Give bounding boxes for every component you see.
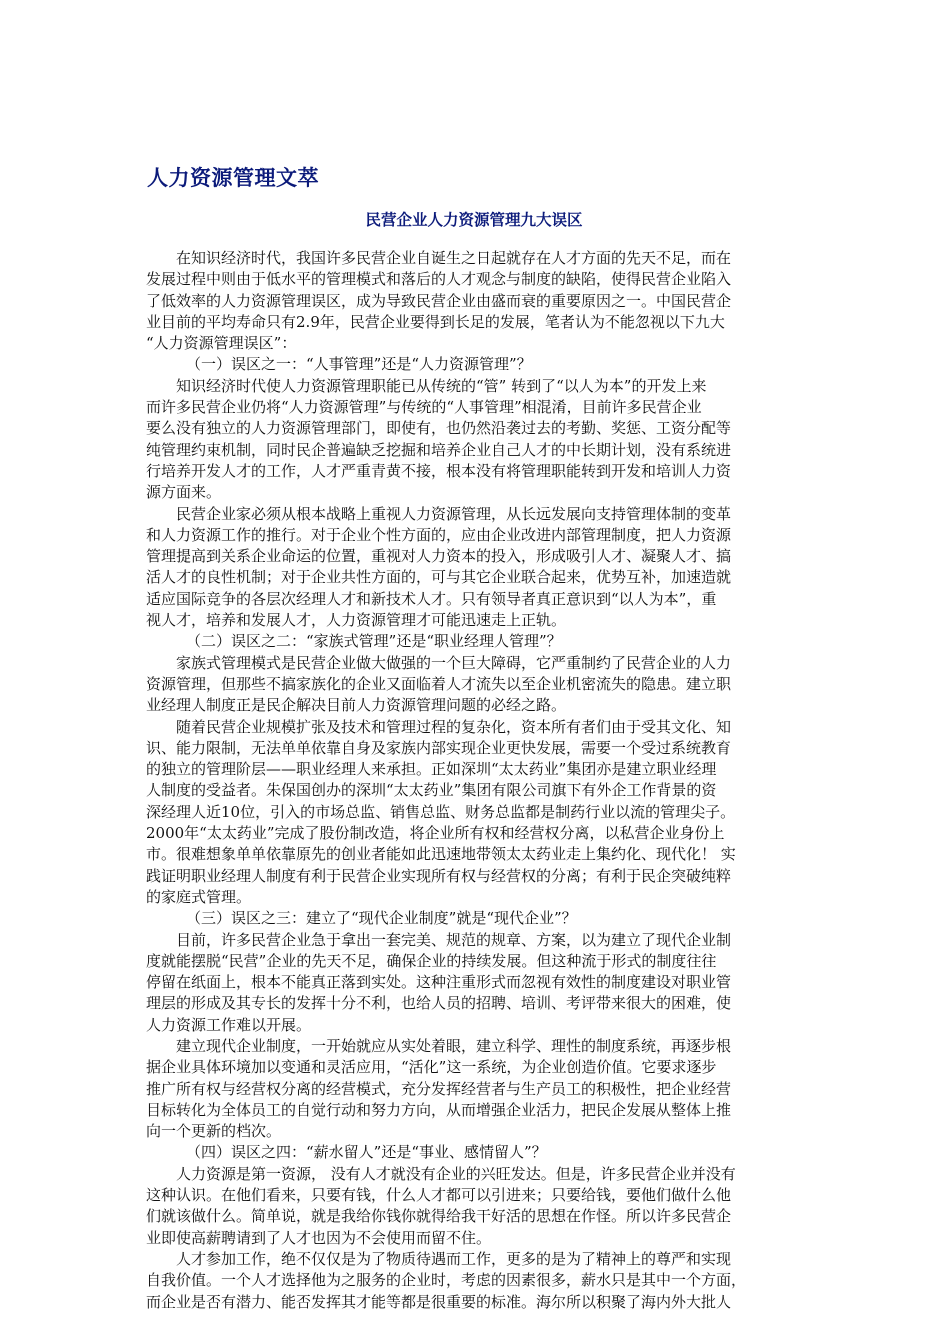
article-body — [146, 248, 808, 1313]
section-heading-line: （二）误区之二：“家族式管理”还是“职业经理人管理”？ — [186, 632, 562, 651]
text-line: 业即使高薪聘请到了人才也因为不会使用而留不住。 — [146, 1228, 492, 1247]
text-line: 而许多民营企业仍将“人力资源管理”与传统的“人事管理”相混淆，目前许多民营企业 — [146, 398, 702, 417]
text-line: 人制度的受益者。朱保国创办的深圳“太太药业”集团有限公司旗下有外企工作背景的资 — [146, 781, 717, 800]
text-line: 识、能力限制，无法单单依靠自身及家族内部实现企业更快发展，需要一个受过系统教育 — [146, 738, 732, 757]
text-line: 而企业是否有潜力、能否发挥其才能等都是很重要的标准。海尔所以积聚了海内外大批人 — [146, 1292, 732, 1311]
text-line: 向一个更新的档次。 — [146, 1122, 282, 1141]
text-line: 据企业具体环境加以变通和灵活应用，“活化”这一系统，为企业创造价值。它要求逐步 — [146, 1058, 717, 1077]
text-line: 纯管理约束机制，同时民企普遍缺乏挖掘和培养企业自己人才的中长期计划，没有系统进 — [146, 440, 732, 459]
text-line: 源方面来。 — [146, 483, 222, 502]
text-line: 了低效率的人力资源管理误区，成为导致民营企业由盛而衰的重要原因之一。中国民营企 — [146, 291, 732, 310]
text-line: 们就该做什么。简单说，就是我给你钱你就得给我干好活的思想在作怪。所以许多民营企 — [146, 1207, 732, 1226]
text-line: 和人力资源工作的推行。对于企业个性方面的，应由企业改进内部管理制度，把人力资源 — [146, 525, 732, 544]
text-line: 行培养开发人才的工作，人才严重青黄不接，根本没有将管理职能转到开发和培训人力资 — [146, 461, 732, 480]
text-line: 目前，许多民营企业急于拿出一套完美、规范的规章、方案，以为建立了现代企业制 — [176, 930, 732, 949]
text-line: 随着民营企业规模扩张及技术和管理过程的复杂化，资本所有者们由于受其文化、知 — [176, 717, 732, 736]
text-line: 深经理人近10位，引入的市场总监、销售总监、财务总监都是制药行业以流的管理尖子。 — [146, 802, 736, 821]
text-line: 度就能摆脱“民营”企业的先天不足，确保企业的持续发展。但这种流于形式的制度往往 — [146, 951, 717, 970]
text-line: 自我价值。一个人才选择他为之服务的企业时，考虑的因素很多，薪水只是其中一个方面， — [146, 1271, 747, 1290]
document-title: 人力资源管理文萃 — [147, 165, 319, 190]
text-line: 视人才，培养和发展人才，人力资源管理才可能迅速走上正轨。 — [146, 611, 567, 630]
text-line: 践证明职业经理人制度有利于民营企业实现所有权与经营权的分离；有利于民企突破纯粹 — [146, 866, 732, 885]
text-line: “人力资源管理误区”： — [146, 334, 297, 353]
text-line: 的家庭式管理。 — [146, 887, 252, 906]
text-line: 发展过程中则由于低水平的管理模式和落后的人才观念与制度的缺陷，使得民营企业陷入 — [146, 270, 732, 289]
text-line: 要么没有独立的人力资源管理部门，即使有，也仍然沿袭过去的考勤、奖惩、工资分配等 — [146, 419, 732, 438]
text-line: 人力资源是第一资源， 没有人才就没有企业的兴旺发达。但是，许多民营企业并没有 — [176, 1164, 736, 1183]
text-line: 人力资源工作难以开展。 — [146, 1015, 312, 1034]
text-line: 活人才的良性机制；对于企业共性方面的，可与其它企业联合起来，优势互补，加速造就 — [146, 568, 732, 587]
text-line: 业目前的平均寿命只有2.9年，民营企业要得到长足的发展，笔者认为不能忽视以下九大 — [146, 312, 725, 331]
text-line: 这种认识。在他们看来，只要有钱，什么人才都可以引进来；只要给钱，要他们做什么他 — [146, 1186, 732, 1205]
section-heading-line: （三）误区之三：建立了“现代企业制度”就是“现代企业”？ — [186, 909, 577, 928]
text-line: 推广所有权与经营权分离的经营模式，充分发挥经营者与生产员工的积极性，把企业经营 — [146, 1079, 732, 1098]
text-line: 在知识经济时代，我国许多民营企业自诞生之日起就存在人才方面的先天不足，而在 — [176, 249, 732, 267]
section-heading-line: （四）误区之四：“薪水留人”还是“事业、感情留人”？ — [186, 1143, 547, 1162]
text-line: 知识经济时代使人力资源管理职能已从传统的“管” 转到了“以人为本”的开发上来 — [176, 376, 707, 395]
text-line: 市。很难想象单单依靠原先的创业者能如此迅速地带领太太药业走上集约化、现代化！ 实 — [146, 845, 736, 864]
text-line: 管理提高到关系企业命运的位置，重视对人力资本的投入，形成吸引人才、凝聚人才、搞 — [146, 547, 732, 566]
article-title: 民营企业人力资源管理九大误区 — [365, 210, 583, 229]
text-line: 资源管理，但那些不搞家族化的企业又面临着人才流失以至企业机密流失的隐患。建立职 — [146, 674, 732, 693]
text-line: 目标转化为全体员工的自觉行动和努力方向，从而增强企业活力，把民企发展从整体上推 — [146, 1100, 732, 1119]
text-line: 家族式管理模式是民营企业做大做强的一个巨大障碍，它严重制约了民营企业的人力 — [176, 653, 732, 672]
section-heading-line: （一）误区之一：“人事管理”还是“人力资源管理”？ — [186, 355, 532, 374]
text-line: 人才参加工作，绝不仅仅是为了物质待遇而工作，更多的是为了精神上的尊严和实现 — [176, 1249, 732, 1268]
text-line: 建立现代企业制度，一开始就应从实处着眼，建立科学、理性的制度系统，再逐步根 — [176, 1036, 732, 1055]
text-line: 业经理人制度正是民企解决目前人力资源管理问题的必经之路。 — [146, 696, 567, 715]
text-line: 民营企业家必须从根本战略上重视人力资源管理，从长远发展向支持管理体制的变革 — [176, 504, 732, 523]
text-line: 停留在纸面上，根本不能真正落到实处。这种注重形式而忽视有效性的制度建设对职业管 — [146, 973, 732, 992]
text-line: 理层的形成及其专长的发挥十分不利，也给人员的招聘、培训、考评带来很大的困难，使 — [146, 994, 732, 1013]
text-line: 适应国际竞争的各层次经理人才和新技术人才。只有领导者真正意识到“以人为本”，重 — [146, 589, 717, 608]
text-line: 2000年“太太药业”完成了股份制改造，将企业所有权和经营权分离，以私营企业身份上 — [146, 824, 725, 843]
text-line: 的独立的管理阶层——职业经理人来承担。正如深圳“太太药业”集团亦是建立职业经理 — [146, 760, 717, 779]
